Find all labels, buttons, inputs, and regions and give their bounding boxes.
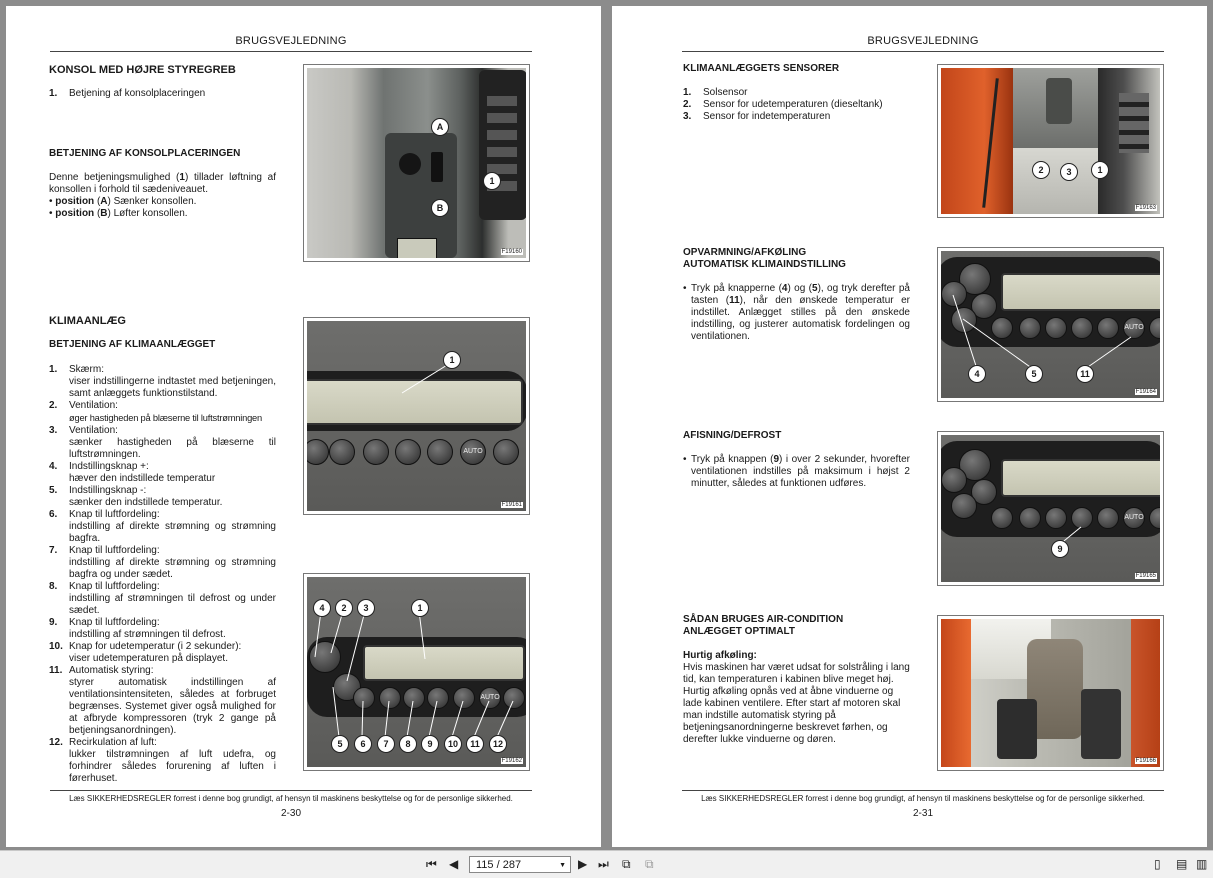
- figure-code: F19161: [501, 502, 522, 508]
- page-indicator: 115 / 287: [476, 859, 522, 871]
- callout-10: 10: [444, 735, 462, 753]
- heat-section-title: [683, 247, 846, 271]
- sensor-unit: [1046, 78, 1072, 124]
- heat-instruction: • Tryk på knapperne (4) og (5), og tryk derefter på tasten (11), når den ønskede temperatur er indstillet. Anlægget stilles på den ønskede indstilling, og justerer automatisk fordelingen og ventilationen.: [683, 283, 910, 342]
- right-page: [612, 6, 1207, 847]
- console-bullet-list: [49, 196, 279, 220]
- climate-display-photo: [303, 317, 530, 515]
- figure-code: F19166: [1135, 758, 1156, 764]
- climate-item: 11. Automatisk styring: styrer automatisk indstillingen af ventilationsintensiteten, således at forbruget begrænses. Systemet giver også mulighed for at afbryde kompressoren (tryk 2 gange på betjeningsanordningen).: [49, 665, 276, 736]
- page-number: 2-31: [912, 808, 933, 819]
- header-rule: [682, 51, 1164, 52]
- prev-page-icon[interactable]: ◀: [449, 857, 459, 871]
- footer-rule: [682, 790, 1164, 791]
- callout-4: 4: [313, 599, 331, 617]
- sensor-item: 2. Sensor for udetemperaturen (dieseltank): [683, 99, 883, 110]
- callout-4: 4: [968, 365, 986, 383]
- figure-code: F19164: [1135, 389, 1156, 395]
- left-page: [6, 6, 601, 847]
- climate-item: 12. Recirkulation af luft: lukker tilstrømningen af luft udefra, og forhindrer således forurening af luften i førerhuset.: [49, 737, 276, 784]
- callout-leader-lines: [307, 321, 526, 511]
- climate-item: 5. Indstillingsknap -: sænker den indstillede temperatur.: [49, 485, 223, 508]
- console-item-list: [49, 88, 279, 100]
- page-indicator-field[interactable]: [469, 856, 571, 873]
- callout-6: 6: [354, 735, 372, 753]
- page-footer: Læs SIKKERHEDSREGLER forrest i denne bog grundigt, af hensyn til maskinens beskyttelse og for de personlige sikkerhed.: [69, 794, 513, 803]
- heat-title-line-1: OPVARMNING/AFKØLING: [683, 247, 807, 258]
- callout-11: 11: [466, 735, 484, 753]
- callout-9: 9: [421, 735, 439, 753]
- callout-3: 3: [1060, 163, 1078, 181]
- climate-item-list: [49, 364, 276, 785]
- console-display: [397, 238, 437, 258]
- page-header: BRUGSVEJLEDNING: [867, 35, 979, 47]
- heat-panel-photo: [937, 247, 1164, 402]
- figure-code: F19163: [1135, 205, 1156, 211]
- callout-1: 1: [1091, 161, 1109, 179]
- heat-title-line-2: AUTOMATISK KLIMAINDSTILLING: [683, 259, 846, 270]
- pillar-buttons: [1119, 93, 1149, 153]
- single-page-view-icon[interactable]: ▯: [1154, 857, 1161, 871]
- door-frame: [941, 619, 971, 767]
- ac-subtitle: Hurtig afkøling:: [683, 650, 757, 661]
- facing-pages-view-icon[interactable]: ▥: [1196, 857, 1208, 871]
- callout-a: A: [431, 118, 449, 136]
- sensor-item: 1. Solsensor: [683, 87, 748, 98]
- cab-interior-photo: [937, 615, 1164, 771]
- chevron-down-icon[interactable]: ▼: [559, 862, 566, 869]
- footer-rule: [50, 790, 532, 791]
- cab-pillar: [1131, 619, 1160, 767]
- exterior-panel: [941, 68, 1013, 214]
- right-console: [1081, 689, 1121, 759]
- defrost-instruction: • Tryk på knappen (9) i over 2 sekunder, hvorefter ventilationen indstilles på maksimum i højst 2 minutter, således at funktionen udføres.: [683, 454, 910, 489]
- console-bullet: • position (B) Løfter konsollen.: [49, 208, 188, 219]
- go-forward-icon[interactable]: ⧉: [645, 857, 654, 871]
- climate-item: 10. Knap for udetemperatur (i 2 sekunder): viser udetemperaturen på displayet.: [49, 641, 242, 664]
- climate-section-title: KLIMAANLÆG: [49, 315, 126, 327]
- callout-7: 7: [377, 735, 395, 753]
- console-bullet: • position (A) Sænker konsollen.: [49, 196, 197, 207]
- climate-item: 6. Knap til luftfordeling: indstilling af direkte strømning og strømning bagfra.: [49, 509, 276, 544]
- auto-button: AUTO: [479, 687, 501, 709]
- figure-code: F19162: [501, 758, 522, 764]
- auto-button: AUTO: [460, 439, 486, 465]
- auto-button: AUTO: [1123, 317, 1145, 339]
- viewer-toolbar: [0, 850, 1213, 878]
- callout-12: 12: [489, 735, 507, 753]
- continuous-view-icon[interactable]: ▤: [1176, 857, 1188, 871]
- callout-5: 5: [1025, 365, 1043, 383]
- console-operation-title: BETJENING AF KONSOLPLACERINGEN: [49, 148, 241, 159]
- left-console: [997, 699, 1037, 759]
- console-operation-text: Denne betjeningsmulighed (1) tillader løftning af konsollen i forhold til sædeniveauet.: [49, 172, 276, 195]
- first-page-icon[interactable]: ⏮: [426, 857, 437, 871]
- callout-b: B: [431, 199, 449, 217]
- sensors-section-title: KLIMAANLÆGGETS SENSORER: [683, 63, 840, 74]
- console-knob: [399, 153, 421, 175]
- cab-interior: [1013, 148, 1098, 214]
- page-footer: Læs SIKKERHEDSREGLER forrest i denne bog grundigt, af hensyn til maskinens beskyttelse og for de personlige sikkerhed.: [701, 794, 1145, 803]
- callout-1: 1: [411, 599, 429, 617]
- go-back-icon[interactable]: ⧉: [622, 857, 631, 871]
- console-switch: [431, 152, 443, 182]
- sensor-item-list: [683, 87, 923, 123]
- header-rule: [50, 51, 532, 52]
- callout-8: 8: [399, 735, 417, 753]
- page-header: BRUGSVEJLEDNING: [235, 35, 347, 47]
- callout-leader-lines: [941, 435, 1160, 582]
- climate-item: 4. Indstillingsknap +: hæver den indstillede temperatur: [49, 461, 216, 484]
- climate-item: 7. Knap til luftfordeling: indstilling af direkte strømning og strømning bagfra og under sædet.: [49, 545, 276, 580]
- ac-title-line-2: ANLÆGGET OPTIMALT: [683, 626, 796, 637]
- climate-operation-title: BETJENING AF KLIMAANLÆGGET: [49, 339, 216, 350]
- console-photo: [303, 64, 530, 262]
- page-number: 2-30: [280, 808, 301, 819]
- ac-text: Hvis maskinen har været udsat for solstråling i lang tid, kan temperaturen i kabinen blive meget høj. Hurtig afkøling opnås ved at åbne vinduerne og lade kabinen ventilere. Efter start af motoren skal man indstille automatisk styring på betjeningsanordningerne beskrevet førhen, og derefter lukke vinduerne og døren.: [683, 662, 910, 745]
- climate-item: 3. Ventilation: sænker hastigheden på blæserne til luftstrømningen.: [49, 425, 276, 460]
- console-item: 1. Betjening af konsolplaceringen: [49, 88, 206, 99]
- defrost-panel-photo: [937, 431, 1164, 586]
- climate-item: 9. Knap til luftfordeling: indstilling af strømningen til defrost.: [49, 617, 226, 640]
- figure-code: F19160: [501, 249, 522, 255]
- next-page-icon[interactable]: ▶: [578, 857, 588, 871]
- sensors-photo: [937, 64, 1164, 218]
- climate-item: 8. Knap til luftfordeling: indstilling af strømningen til defrost og under sædet.: [49, 581, 276, 616]
- callout-9: 9: [1051, 540, 1069, 558]
- climate-item: 2. Ventilation: øger hastigheden på blæserne til luftstrømningen: [49, 400, 262, 423]
- callout-11: 11: [1076, 365, 1094, 383]
- sensor-item: 3. Sensor for indetemperaturen: [683, 111, 831, 122]
- ac-section-title: [683, 614, 843, 638]
- callout-1: 1: [483, 172, 501, 190]
- callout-3: 3: [357, 599, 375, 617]
- console-section-title: KONSOL MED HØJRE STYREGREB: [49, 64, 236, 76]
- defrost-section-title: AFISNING/DEFROST: [683, 430, 782, 441]
- callout-2: 2: [335, 599, 353, 617]
- climate-item: 1. Skærm: viser indstillingerne indtastet med betjeningen, samt anlæggets funktionstilstand.: [49, 364, 276, 399]
- auto-button: AUTO: [1123, 507, 1145, 529]
- figure-code: F19165: [1135, 573, 1156, 579]
- ac-title-line-1: SÅDAN BRUGES AIR-CONDITION: [683, 614, 844, 625]
- callout-1: 1: [443, 351, 461, 369]
- climate-panel-photo: [303, 573, 530, 771]
- callout-2: 2: [1032, 161, 1050, 179]
- last-page-icon[interactable]: ⏭: [598, 857, 609, 871]
- callout-5: 5: [331, 735, 349, 753]
